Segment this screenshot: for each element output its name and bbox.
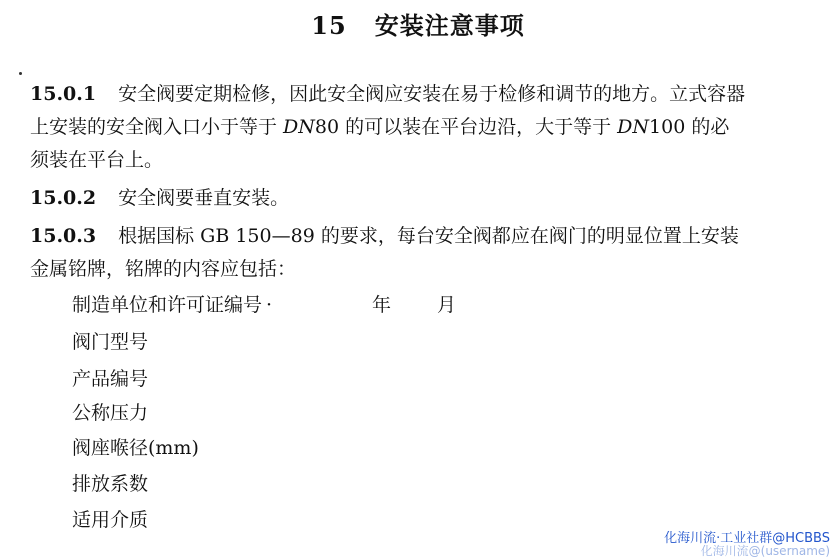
clause-15-0-1-line-1 [30,82,745,106]
nameplate-item: 适用介质 [72,509,149,531]
dn-symbol: DN [283,116,315,138]
nameplate-item [72,293,274,317]
nameplate-item-text: 制造单位和许可证编号 [72,294,263,316]
month-field: 月 [437,294,457,316]
clause-number: 15.0.3 [30,225,97,247]
watermark: 化海川流·工业社群@HCBBS [664,531,830,546]
scan-speck [19,72,22,75]
section-number: 15 [311,11,347,40]
nameplate-item: 公称压力 [72,402,149,424]
clause-text: 80 的可以装在平台边沿，大于等于 [314,116,618,138]
dn-symbol: DN [617,116,650,138]
clause-text: 安全阀要定期检修，因此安全阀应安装在易于检修和调节的地方。立式容器 [118,83,746,105]
clause-text: 安全阀要垂直安装。 [118,187,290,209]
clause-number: 15.0.1 [30,83,97,105]
year-field: 年 [372,294,392,316]
watermark-faint: 化海川流@(username) [700,544,830,558]
nameplate-item: 排放系数 [72,473,149,495]
clause-text: 100 的必 [649,116,730,138]
clause-text: 上安装的安全阀入口小于等于 [30,116,284,138]
section-title [0,6,836,41]
clause-text: 金属铭牌，铭牌的内容应包括： [30,258,297,280]
nameplate-item: 产品编号 [72,368,149,390]
scan-dot: · [266,294,273,316]
clause-15-0-2-line-1 [30,186,289,210]
clause-15-0-1-line-3 [30,148,163,172]
clause-15-0-1-line-2 [30,115,729,139]
clause-number: 15.0.2 [30,187,97,209]
section-heading: 安装注意事项 [374,11,525,40]
clause-text: 根据国标 GB 150—89 的要求，每台安全阀都应在阀门的明显位置上安装 [118,225,739,247]
nameplate-item: 阀门型号 [72,331,149,353]
clause-text: 须装在平台上。 [30,149,164,171]
clause-15-0-3-line-1 [30,224,739,248]
clause-15-0-3-line-2 [30,257,296,281]
nameplate-item: 阀座喉径(mm) [72,437,199,459]
